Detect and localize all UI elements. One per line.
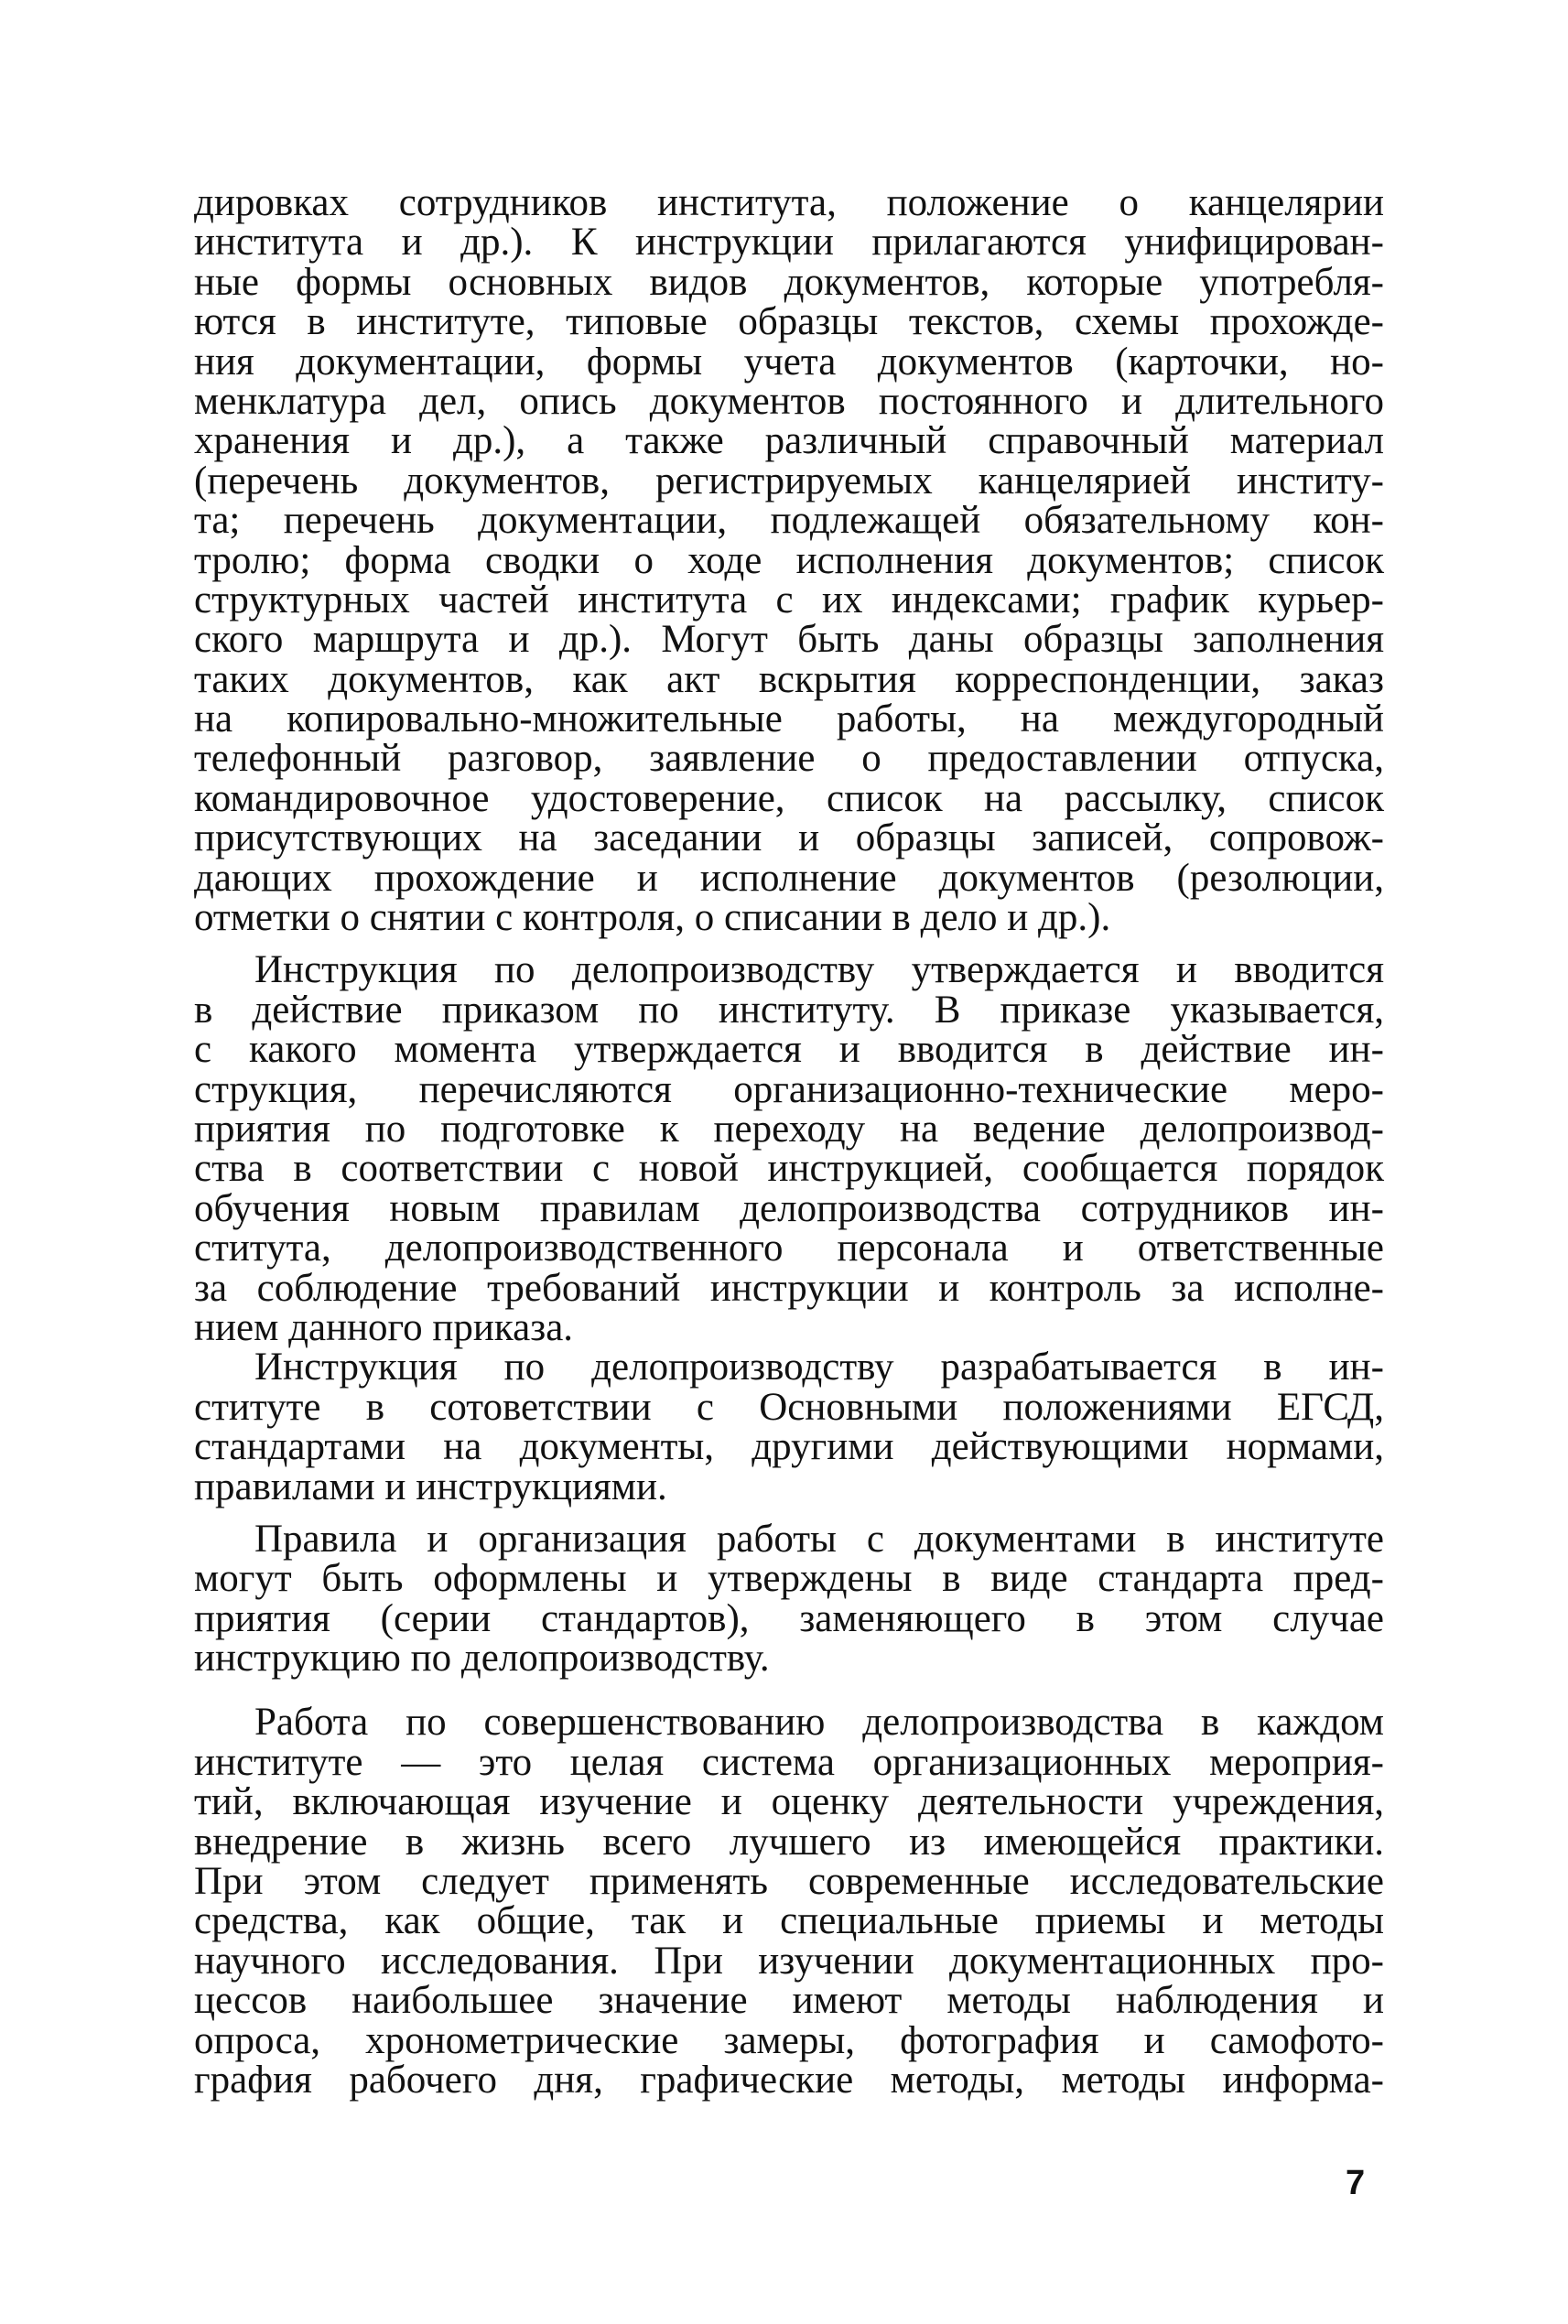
text-line: института и др.). К инструкции прилагаются унифицирован- bbox=[194, 221, 1384, 265]
text-line: менклатура дел, опись документов постоянного и длительного bbox=[194, 379, 1384, 423]
text-line: ства в соответствии с новой инструкцией, сообщается порядок bbox=[194, 1147, 1384, 1191]
text-line: отметки о снятии с контроля, о списании в дело и др.). bbox=[194, 896, 1111, 940]
text-line: Правила и организация работы с документами в институте bbox=[254, 1517, 1384, 1561]
text-line: ные формы основных видов документов, которые употребля- bbox=[194, 260, 1384, 304]
text-line: нием данного приказа. bbox=[194, 1305, 574, 1349]
text-line: внедрение в жизнь всего лучшего из имеющейся практики. bbox=[194, 1820, 1384, 1864]
text-line: таких документов, как акт вскрытия корреспонденции, заказ bbox=[194, 657, 1384, 701]
text-line: стандартами на документы, другими действующими нормами, bbox=[194, 1425, 1384, 1469]
paragraph-4 bbox=[194, 1519, 1384, 1679]
text-line: ституте в сотоветствии с Основными положениями ЕГСД, bbox=[194, 1385, 1384, 1429]
text-line: командировочное удостоверение, список на рассылку, список bbox=[194, 776, 1384, 820]
text-line: дающих прохождение и исполнение документов (резолюции, bbox=[194, 856, 1384, 900]
text-line: за соблюдение требований инструкции и контроль за исполне- bbox=[194, 1266, 1384, 1310]
text-line: телефонный разговор, заявление о предоставлении отпуска, bbox=[194, 737, 1384, 781]
text-line: хранения и др.), а также различный справочный материал bbox=[194, 419, 1384, 463]
text-line: с какого момента утверждается и вводится в действие ин- bbox=[194, 1028, 1384, 1072]
text-line: инструкцию по делопроизводству. bbox=[194, 1637, 770, 1681]
text-line: Работа по совершенствованию делопроизводства в каждом bbox=[254, 1701, 1384, 1745]
text-line: правилами и инструкциями. bbox=[194, 1465, 667, 1508]
paragraph-3 bbox=[194, 1347, 1384, 1507]
text-line: приятия по подготовке к переходу на ведение делопроизвод- bbox=[194, 1107, 1384, 1151]
text-line: (перечень документов, регистрируемых канцелярией институ- bbox=[194, 459, 1384, 503]
text-line: средства, как общие, так и специальные приемы и методы bbox=[194, 1899, 1384, 1943]
text-line: структурных частей института с их индексами; график курьер- bbox=[194, 578, 1384, 622]
text-line: опроса, хронометрические замеры, фотография и самофото- bbox=[194, 2018, 1384, 2062]
text-line: на копировально-множительные работы, на междугородный bbox=[194, 697, 1384, 741]
text-line: ются в институте, типовые образцы текстов, схемы прохожде- bbox=[194, 300, 1384, 344]
text-line: институте — это целая система организационных мероприя- bbox=[194, 1740, 1384, 1784]
text-line: тий, включающая изучение и оценку деятельности учреждения, bbox=[194, 1780, 1384, 1824]
text-line: обучения новым правилам делопроизводства сотрудников ин- bbox=[194, 1186, 1384, 1230]
text-line: графия рабочего дня, графические методы, методы информа- bbox=[194, 2058, 1384, 2102]
text-line: приятия (серии стандартов), заменяющего в этом случае bbox=[194, 1596, 1384, 1640]
text-line: та; перечень документации, подлежащей обязательному кон- bbox=[194, 499, 1384, 543]
text-line: тролю; форма сводки о ходе исполнения документов; список bbox=[194, 538, 1384, 582]
text-line: струкция, перечисляются организационно-технические меро- bbox=[194, 1067, 1384, 1111]
text-line: Инструкция по делопроизводству разрабатывается в ин- bbox=[254, 1346, 1384, 1389]
text-line: При этом следует применять современные исследовательские bbox=[194, 1860, 1384, 1904]
text-line: научного исследования. При изучении документационных про- bbox=[194, 1939, 1384, 1983]
page-number: 7 bbox=[1346, 2164, 1366, 2202]
text-line: цессов наибольшее значение имеют методы наблюдения и bbox=[194, 1979, 1384, 2023]
paragraph-1 bbox=[194, 181, 1384, 940]
text-line: ния документации, формы учета документов (карточки, но- bbox=[194, 340, 1384, 384]
text-line: в действие приказом по институту. В приказе указывается, bbox=[194, 988, 1384, 1032]
text-line: присутствующих на заседании и образцы записей, сопровож- bbox=[194, 816, 1384, 860]
text-line: Инструкция по делопроизводству утверждается и вводится bbox=[254, 948, 1384, 992]
text-line: ского маршрута и др.). Могут быть даны образцы заполнения bbox=[194, 618, 1384, 662]
page-body bbox=[194, 183, 1384, 2100]
text-line: ститута, делопроизводственного персонала и ответственные bbox=[194, 1227, 1384, 1270]
text-line: могут быть оформлены и утверждены в виде стандарта пред- bbox=[194, 1557, 1384, 1601]
paragraph-2 bbox=[194, 950, 1384, 1347]
paragraph-5 bbox=[194, 1702, 1384, 2100]
text-line: дировках сотрудников института, положение о канцелярии bbox=[194, 181, 1384, 224]
